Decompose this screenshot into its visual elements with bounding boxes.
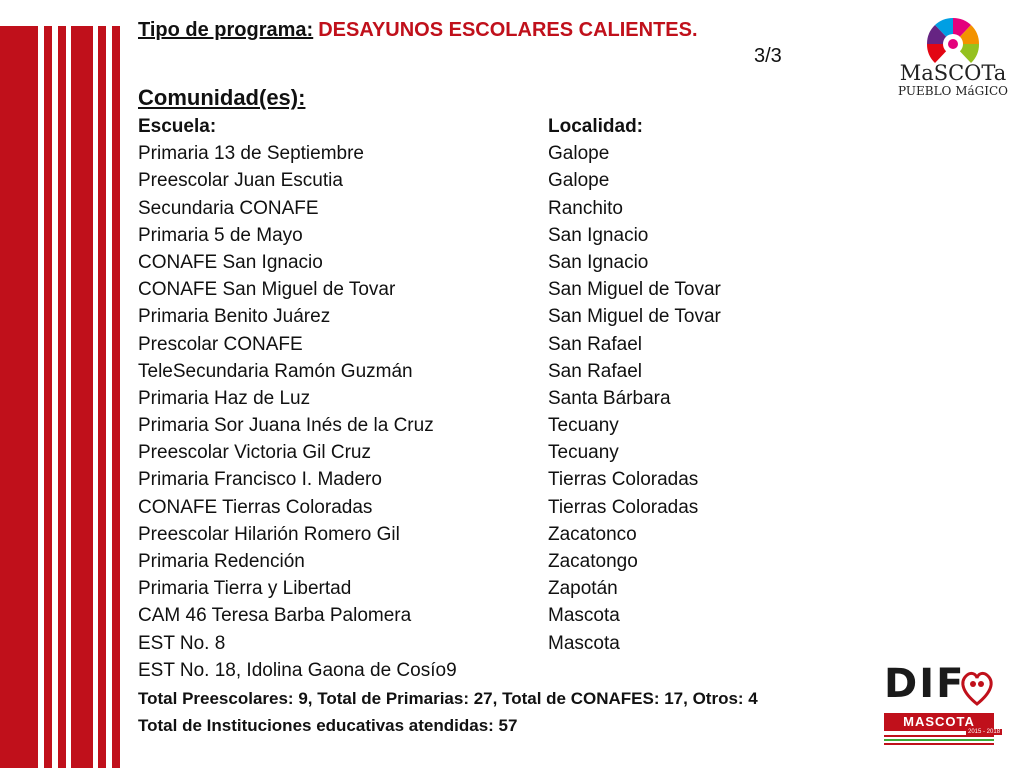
locality: Galope bbox=[548, 143, 610, 165]
decor-bar-5 bbox=[98, 26, 106, 768]
decor-bar-4 bbox=[71, 26, 93, 768]
school-name: Prescolar CONAFE bbox=[138, 333, 303, 355]
page-number: 3/3 bbox=[754, 45, 782, 67]
school-name: Primaria Francisco I. Madero bbox=[138, 469, 382, 491]
locality: San Rafael bbox=[548, 333, 643, 355]
school-name: Primaria 13 de Septiembre bbox=[138, 143, 364, 165]
locality: Zacatongo bbox=[548, 551, 638, 572]
locality: San Ignacio bbox=[548, 251, 649, 273]
locality: San Miguel de Tovar bbox=[548, 306, 721, 328]
school-name: Primaria Tierra y Libertad bbox=[138, 578, 352, 600]
school-name: Preescolar Victoria Gil Cruz bbox=[138, 442, 372, 464]
locality: Zacatonco bbox=[548, 523, 637, 545]
locality: Zapotán bbox=[548, 578, 618, 600]
section-title: Comunidad(es): bbox=[138, 85, 306, 110]
locality: Santa Bárbara bbox=[548, 387, 671, 409]
totals-breakdown: Total Preescolares: 9, Total de Primarias: 27, Total de CONAFES: 17, Otros: 4 bbox=[138, 689, 758, 708]
dif-heart-icon bbox=[958, 666, 996, 708]
totals bbox=[138, 685, 758, 739]
decor-bar-6 bbox=[112, 26, 120, 768]
school-name: Primaria 5 de Mayo bbox=[138, 224, 303, 246]
locality: San Ignacio bbox=[548, 224, 649, 246]
school-name: EST No. 18, Idolina Gaona de Cosío9 bbox=[138, 659, 457, 681]
header-escuela: Escuela: bbox=[138, 116, 217, 137]
locality: Ranchito bbox=[548, 197, 623, 219]
locality: Tierras Coloradas bbox=[548, 469, 699, 491]
school-name: Secundaria CONAFE bbox=[138, 197, 319, 219]
school-name: CONAFE Tierras Coloradas bbox=[138, 496, 373, 518]
decor-bar-2 bbox=[44, 26, 52, 768]
locality: Mascota bbox=[548, 632, 620, 654]
program-value: DESAYUNOS ESCOLARES CALIENTES. bbox=[318, 19, 698, 41]
locality: San Rafael bbox=[548, 360, 643, 382]
locality: Tierras Coloradas bbox=[548, 496, 699, 518]
school-name: Primaria Benito Juárez bbox=[138, 306, 331, 328]
school-name: Primaria Redención bbox=[138, 551, 305, 572]
mascota-logo-subtitle: PUEBLO MáGICO bbox=[898, 84, 1008, 98]
school-name: CONAFE San Miguel de Tovar bbox=[138, 279, 396, 301]
school-name: Primaria Haz de Luz bbox=[138, 387, 311, 409]
dif-logo-text: DIF bbox=[884, 661, 966, 707]
school-name: Preescolar Juan Escutia bbox=[138, 170, 343, 192]
school-name: EST No. 8 bbox=[138, 632, 226, 654]
locality: Tecuany bbox=[548, 442, 619, 464]
dif-years: 2015 - 2018 bbox=[968, 729, 1001, 735]
dif-band: MASCOTA bbox=[884, 713, 994, 731]
school-name: CONAFE San Ignacio bbox=[138, 251, 323, 273]
mascota-logo-title: MaSCOTa bbox=[899, 61, 1007, 85]
school-name: TeleSecundaria Ramón Guzmán bbox=[138, 360, 413, 382]
decor-bar-3 bbox=[58, 26, 66, 768]
locality: San Miguel de Tovar bbox=[548, 279, 721, 301]
program-label: Tipo de programa: bbox=[138, 19, 314, 41]
locality: Galope bbox=[548, 170, 610, 192]
header-localidad: Localidad: bbox=[548, 116, 644, 137]
totals-institutions: Total de Instituciones educativas atendidas: 57 bbox=[138, 716, 518, 735]
program-title bbox=[138, 19, 698, 42]
locality: Tecuany bbox=[548, 415, 619, 437]
school-name: CAM 46 Teresa Barba Palomera bbox=[138, 605, 412, 627]
decor-bar-1 bbox=[0, 26, 38, 768]
school-name: Primaria Sor Juana Inés de la Cruz bbox=[138, 415, 434, 437]
school-name: Preescolar Hilarión Romero Gil bbox=[138, 523, 400, 545]
dif-stripes bbox=[884, 733, 994, 745]
locality: Mascota bbox=[548, 605, 620, 627]
